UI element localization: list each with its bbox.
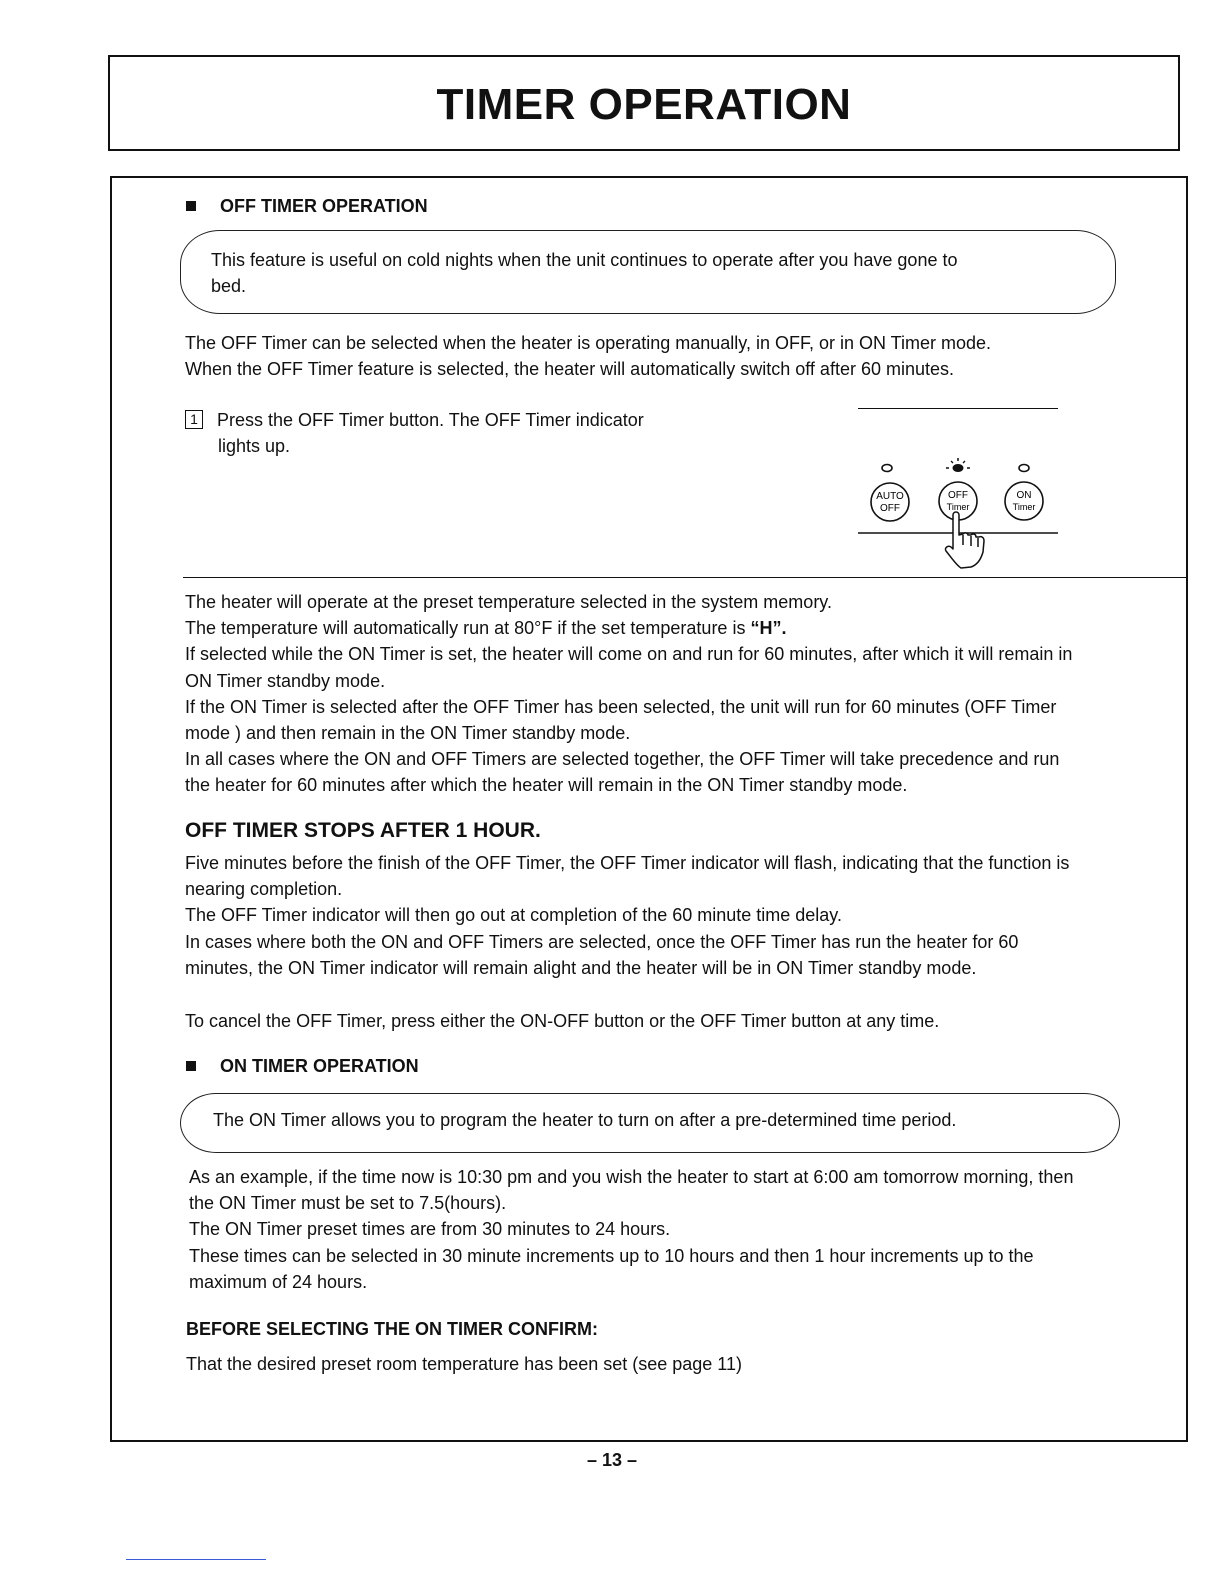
on-timer-heading <box>186 1056 419 1077</box>
on-timer-button-icon <box>1005 482 1043 520</box>
on-timer-line: The ON Timer preset times are from 30 minutes to 24 hours. <box>189 1219 671 1240</box>
on-timer-label: ON <box>1016 490 1032 501</box>
detail-line: In all cases where the ON and OFF Timers are selected together, the OFF Timer will take precedence and run <box>185 749 1060 770</box>
detail-line: The heater will operate at the preset temperature selected in the system memory. <box>185 592 832 612</box>
intro-line: The OFF Timer can be selected when the heater is operating manually, in OFF, or in ON Timer mode. <box>185 333 992 353</box>
detail-line: ON Timer standby mode. <box>185 670 386 691</box>
detail-line: If the ON Timer is selected after the OFF Timer has been selected, the unit will run for 60 minutes (OFF Timer <box>185 696 1057 717</box>
confirm-heading: BEFORE SELECTING THE ON TIMER CONFIRM: <box>186 1319 598 1339</box>
section-divider <box>183 577 1186 578</box>
footer-line <box>126 1559 266 1560</box>
auto-off-label: OFF <box>880 503 900 514</box>
on-timer-line: the ON Timer must be set to 7.5(hours). <box>189 1193 507 1214</box>
bullet-icon <box>186 201 196 211</box>
detail-line-h <box>185 615 1072 641</box>
step-text: Press the OFF Timer button. The OFF Timer indicator <box>217 410 644 430</box>
off-timer-note <box>211 247 957 299</box>
confirm-text: That the desired preset room temperature has been set (see page 11) <box>186 1354 742 1374</box>
pointing-hand-icon <box>945 512 984 568</box>
off-timer-label: OFF <box>948 490 968 501</box>
h-setting-value: “H”. <box>750 618 787 639</box>
page-title: TIMER OPERATION <box>436 80 852 129</box>
off-timer-note-line: This feature is useful on cold nights when the unit continues to operate after you have gone to <box>211 250 958 270</box>
off-timer-stops-text <box>185 850 1069 981</box>
step-text: lights up. <box>218 436 291 457</box>
panel-top-line <box>858 408 1058 409</box>
stops-line: nearing completion. <box>185 879 343 900</box>
off-timer-note-line: bed. <box>211 276 247 297</box>
off-timer-heading-text: OFF TIMER OPERATION <box>220 196 428 216</box>
off-timer-intro <box>185 330 991 382</box>
stops-line: In cases where both the ON and OFF Timers are selected, once the OFF Timer has run the heater for 60 <box>185 931 1019 952</box>
title-box <box>108 55 1180 151</box>
detail-line: the heater for 60 minutes after which the heater will remain in the ON Timer standby mode. <box>185 775 908 796</box>
off-timer-label: Timer <box>946 502 970 512</box>
stops-line: The OFF Timer indicator will then go out at completion of the 60 minute time delay. <box>185 905 842 926</box>
detail-line: If selected while the ON Timer is set, the heater will come on and run for 60 minutes, after which it will remain in <box>185 644 1073 665</box>
stops-line: Five minutes before the finish of the OFF Timer, the OFF Timer indicator will flash, indicating that the function is <box>185 853 1070 873</box>
intro-line: When the OFF Timer feature is selected, the heater will automatically switch off after 60 minutes. <box>185 359 954 380</box>
auto-off-indicator-icon <box>882 465 892 472</box>
on-timer-line: These times can be selected in 30 minute increments up to 10 hours and then 1 hour increments up to the <box>189 1245 1034 1266</box>
on-timer-note: The ON Timer allows you to program the heater to turn on after a pre-determined time period. <box>213 1110 957 1130</box>
on-timer-line: maximum of 24 hours. <box>189 1271 368 1292</box>
off-timer-details <box>185 589 1072 799</box>
control-panel-illustration <box>850 455 1070 585</box>
bullet-icon <box>186 1061 196 1071</box>
detail-line: mode ) and then remain in the ON Timer standby mode. <box>185 723 631 744</box>
on-timer-line: As an example, if the time now is 10:30 pm and you wish the heater to start at 6:00 am tomorrow morning, then <box>189 1167 1074 1187</box>
off-timer-heading <box>186 196 428 217</box>
step-number-box: 1 <box>185 410 203 429</box>
auto-off-label: AUTO <box>876 491 904 502</box>
page-number: – 13 – <box>586 1450 638 1470</box>
auto-off-button-icon <box>871 483 909 521</box>
stops-line: minutes, the ON Timer indicator will remain alight and the heater will be in ON Timer standby mode. <box>185 957 977 978</box>
off-timer-stops-heading: OFF TIMER STOPS AFTER 1 HOUR. <box>185 819 541 842</box>
detail-line: The temperature will automatically run at 80°F if the set temperature is <box>185 618 746 639</box>
off-timer-indicator-lit-icon <box>946 458 970 472</box>
on-timer-heading-text: ON TIMER OPERATION <box>220 1056 419 1076</box>
on-timer-label: Timer <box>1012 502 1036 512</box>
step-1 <box>185 407 644 459</box>
on-timer-indicator-icon <box>1019 465 1029 472</box>
on-timer-text <box>189 1164 1073 1295</box>
off-timer-cancel: To cancel the OFF Timer, press either the ON-OFF button or the OFF Timer button at any time. <box>185 1011 940 1031</box>
